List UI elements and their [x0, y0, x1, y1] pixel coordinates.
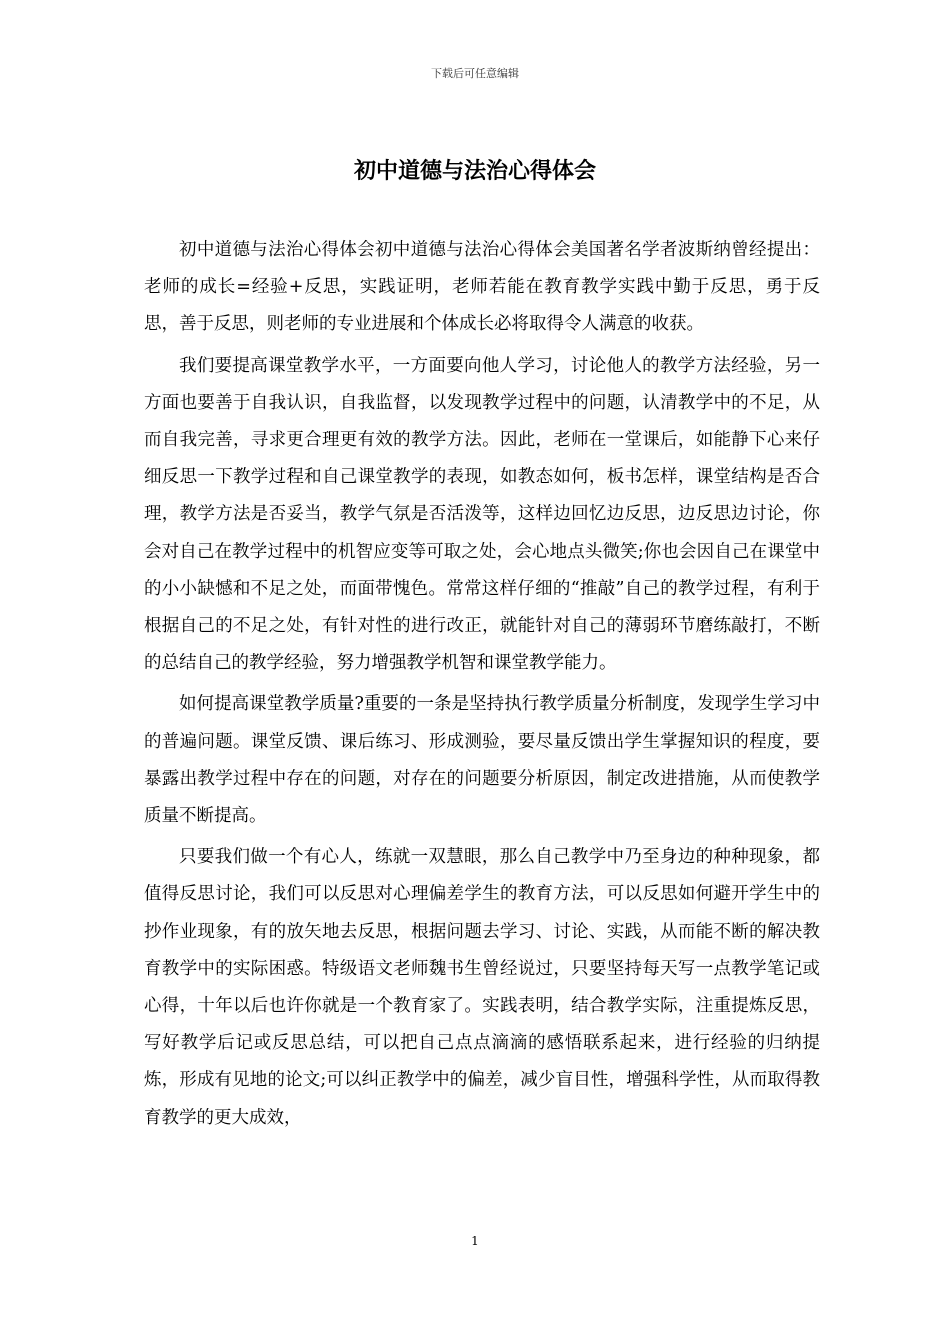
paragraph-3: 如何提高课堂教学质量?重要的一条是坚持执行教学质量分析制度，发现学生学习中的普遍问题。课堂反馈、课后练习、形成测验，要尽量反馈出学生掌握知识的程度，要暴露出教学过程中存在的问题，对存在的问题要分析原因，制定改进措施，从而使教学质量不断提高。	[144, 694, 820, 827]
page-header-note: 下载后可任意编辑	[431, 67, 519, 80]
paragraph-1: 初中道德与法治心得体会初中道德与法治心得体会美国著名学者波斯纳曾经提出：老师的成长=经验+反思，实践证明，老师若能在教育教学实践中勤于反思，勇于反思，善于反思，则老师的专业进展和个体成长必将取得令人满意的收获。	[144, 240, 820, 335]
paragraph-2: 我们要提高课堂教学水平，一方面要向他人学习，讨论他人的教学方法经验，另一方面也要善于自我认识，自我监督，以发现教学过程中的问题，认清教学中的不足，从而自我完善，寻求更合理更有效的教学方法。因此，老师在一堂课后，如能静下心来仔细反思一下教学过程和自己课堂教学的表现，如教态如何，板书怎样，课堂结构是否合理，教学方法是否妥当，教学气氛是否活泼等，这样边回忆边反思，边反思边讨论，你会对自己在教学过程中的机智应变等可取之处，会心地点头微笑;你也会因自己在课堂中的小小缺憾和不足之处，而面带愧色。常常这样仔细的“推敲”自己的教学过程，有利于根据自己的不足之处，有针对性的进行改正，就能针对自己的薄弱环节磨练敲打，不断的总结自己的教学经验，努力增强教学机智和课堂教学能力。	[144, 355, 820, 674]
page-number: 1	[471, 1234, 479, 1248]
paragraph-4: 只要我们做一个有心人，练就一双慧眼，那么自己教学中乃至身边的种种现象，都值得反思讨论，我们可以反思对心理偏差学生的教育方法，可以反思如何避开学生中的抄作业现象，有的放矢地去反思，根据问题去学习、讨论、实践，从而能不断的解决教育教学中的实际困惑。特级语文老师魏书生曾经说过，只要坚持每天写一点教学笔记或心得，十年以后也许你就是一个教育家了。实践表明，结合教学实际，注重提炼反思，写好教学后记或反思总结，可以把自己点点滴滴的感悟联系起来，进行经验的归纳提炼，形成有见地的论文;可以纠正教学中的偏差，减少盲目性，增强科学性，从而取得教育教学的更大成效，	[144, 847, 820, 1128]
document-title: 初中道德与法治心得体会	[353, 158, 596, 184]
document-body	[144, 232, 820, 1141]
